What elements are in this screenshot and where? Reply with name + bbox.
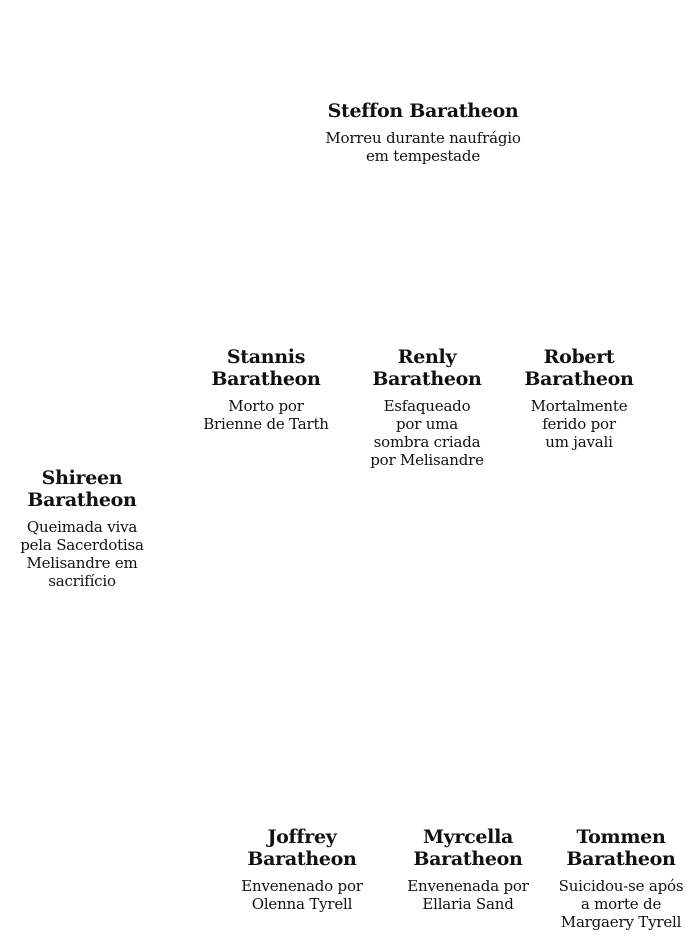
node-joffrey-baratheon [241,826,363,913]
node-renly-baratheon [370,346,484,469]
node-fate: Envenenado por Olenna Tyrell [241,877,363,913]
node-name: Shireen Baratheon [27,467,137,511]
node-robert-baratheon [524,346,633,451]
node-shireen-baratheon [20,467,144,590]
node-fate: Envenenada por Ellaria Sand [407,877,529,913]
node-stannis-baratheon [203,346,329,433]
node-fate: Morto por Brienne de Tarth [203,397,329,433]
node-name: Joffrey Baratheon [247,826,357,870]
node-name: Stannis Baratheon [211,346,321,390]
node-name: Steffon Baratheon [327,100,519,122]
node-name: Renly Baratheon [372,346,482,390]
node-fate: Queimada viva pela Sacerdotisa Melisandre em sacrifício [20,518,144,590]
node-fate: Mortalmente ferido por um javali [530,397,628,451]
node-tommen-baratheon [559,826,684,931]
node-name: Tommen Baratheon [566,826,676,870]
node-name: Myrcella Baratheon [413,826,523,870]
node-fate: Suicidou-se após a morte de Margaery Tyrell [558,877,684,931]
node-fate: Morreu durante naufrágio em tempestade [325,129,521,165]
node-steffon-baratheon [325,100,520,165]
node-fate: Esfaqueado por uma sombra criada por Melisandre [370,397,484,469]
node-name: Robert Baratheon [524,346,634,390]
node-myrcella-baratheon [407,826,528,913]
